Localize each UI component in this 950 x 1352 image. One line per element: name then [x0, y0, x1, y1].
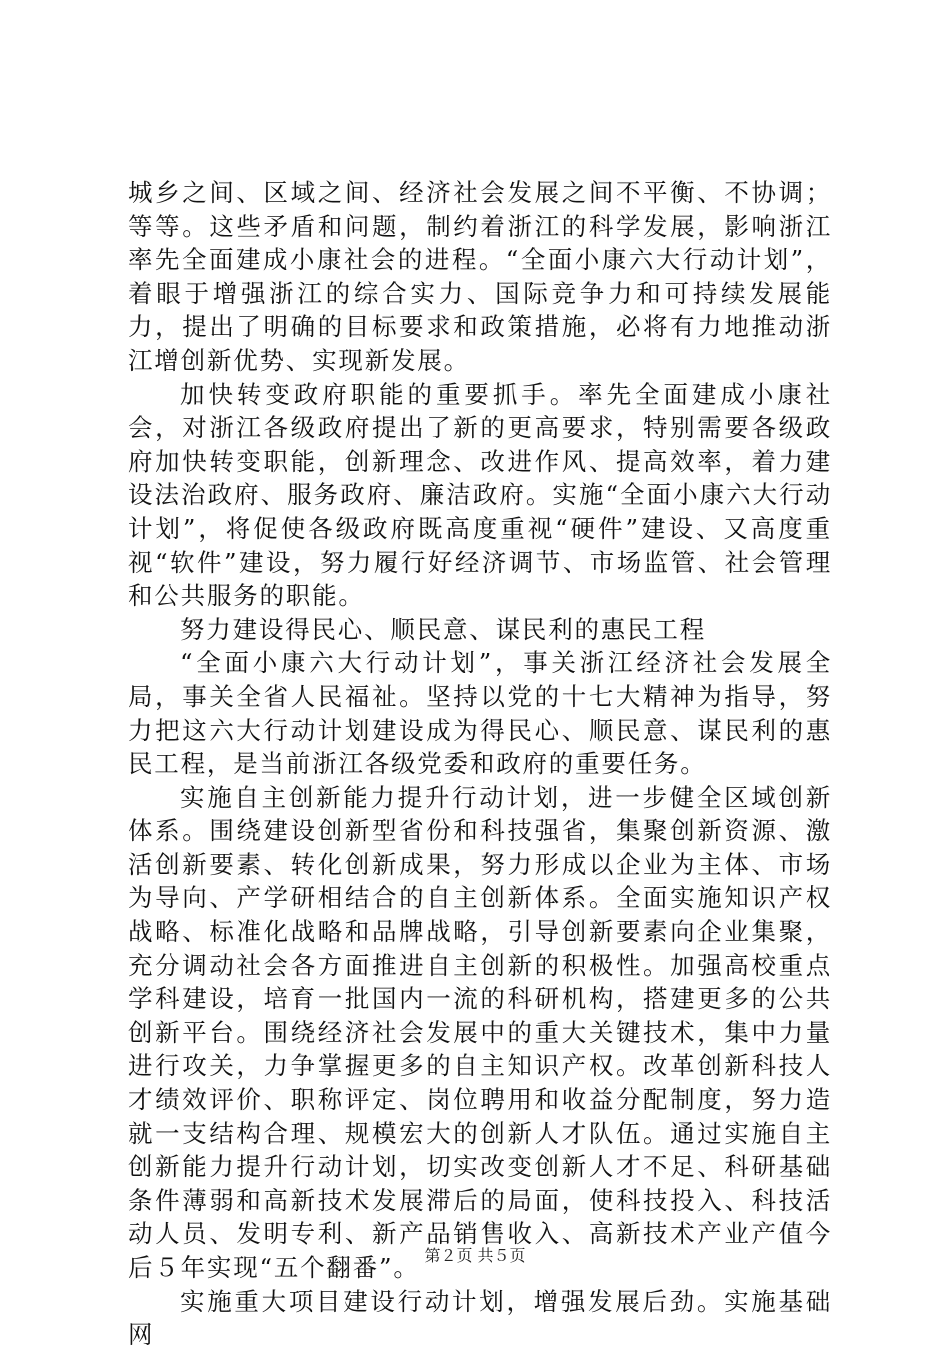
paragraph-4: 实施自主创新能力提升行动计划，进一步健全区域创新体系。围绕建设创新型省份和科技强省，集聚创新资源、激活创新要素、转化创新成果，努力形成以企业为主体、市场为导向、产学研相结合的自主创新体系。全面实施知识产权战略、标准化战略和品牌战略，引导创新要素向企业集聚，充分调动社会各方面推进自主创新的积极性。加强高校重点学科建设，培育一批国内一流的科研机构，搭建更多的公共创新平台。围绕经济社会发展中的重大关键技术，集中力量进行攻关，力争掌握更多的自主知识产权。改革创新科技人才绩效评价、职称评定、岗位聘用和收益分配制度，努力造就一支结构合理、规模宏大的创新人才队伍。通过实施自主创新能力提升行动计划，切实改变创新人才不足、科研基础条件薄弱和高新技术发展滞后的局面，使科技投入、科技活动人员、发明专利、新产品销售收入、高新技术产业产值今后５年实现“五个翻番”。	[128, 782, 832, 1282]
section-heading: 努力建设得民心、顺民意、谋民利的惠民工程	[180, 614, 706, 644]
paragraph-3: “全面小康六大行动计划”，事关浙江经济社会发展全局，事关全省人民福祉。坚持以党的十七大精神为指导，努力把这六大行动计划建设成为得民心、顺民意、谋民利的惠民工程，是当前浙江各级党委和政府的重要任务。	[128, 648, 832, 779]
paragraph-1: 城乡之间、区域之间、经济社会发展之间不平衡、不协调；等等。这些矛盾和问题，制约着浙江的科学发展，影响浙江率先全面建成小康社会的进程。“全面小康六大行动计划”，着眼于增强浙江的综合实力、国际竞争力和可持续发展能力，提出了明确的目标要求和政策措施，必将有力地推动浙江增创新优势、实现新发展。	[128, 178, 832, 375]
paragraph-2: 加快转变政府职能的重要抓手。率先全面建成小康社会，对浙江各级政府提出了新的更高要求，特别需要各级政府加快转变职能，创新理念、改进作风、提高效率，着力建设法治政府、服务政府、廉洁政府。实施“全面小康六大行动计划”，将促使各级政府既高度重视“硬件”建设、又高度重视“软件”建设，努力履行好经济调节、市场监管、社会管理和公共服务的职能。	[128, 379, 832, 611]
paragraph-5: 实施重大项目建设行动计划，增强发展后劲。实施基础网	[128, 1286, 832, 1350]
document-body	[128, 176, 832, 1352]
page-number-footer: 第２页 共５页	[424, 1246, 526, 1265]
